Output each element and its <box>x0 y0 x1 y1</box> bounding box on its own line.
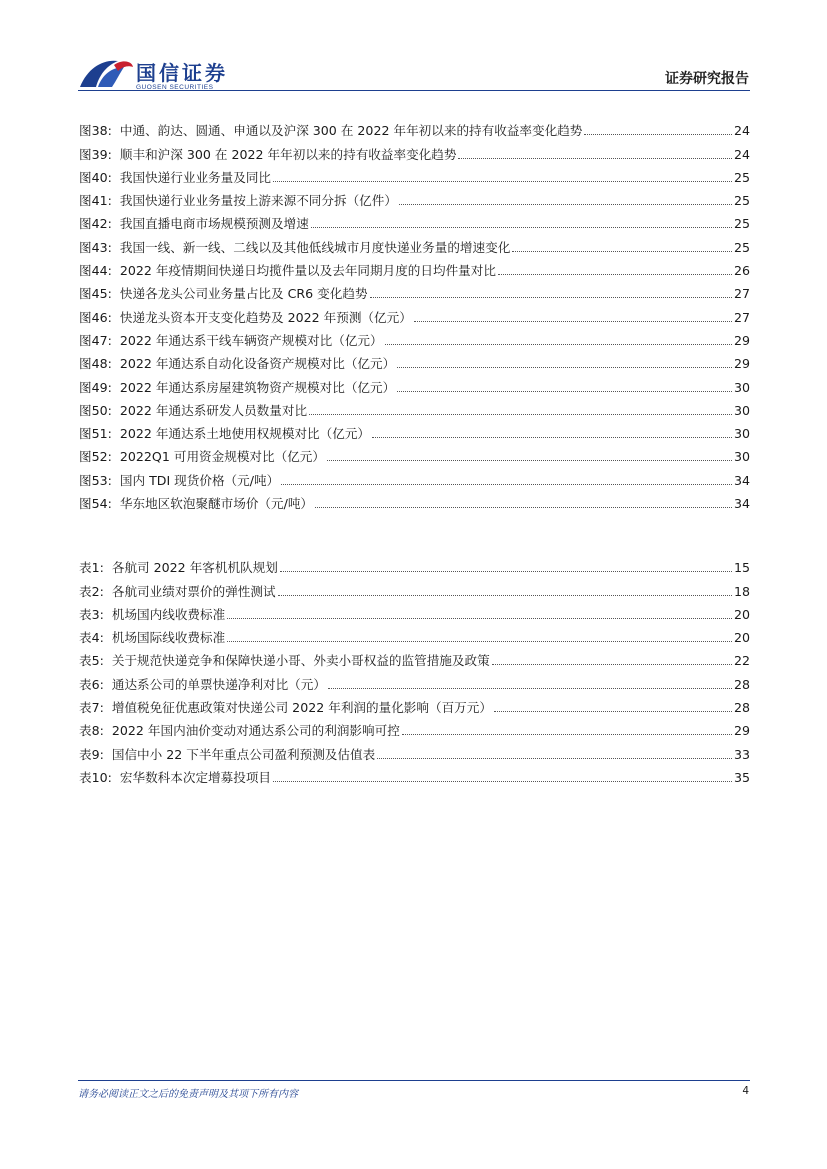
footer-disclaimer: 请务必阅读正文之后的免责声明及其项下所有内容 <box>78 1089 298 1100</box>
entry-title: 快递龙头资本开支变化趋势及 2022 年预测（亿元） <box>119 309 412 325</box>
dot-leader <box>278 595 732 596</box>
entry-page-number: 24 <box>733 146 750 162</box>
figure-index-entry[interactable] <box>79 116 750 139</box>
entry-label: 图44: <box>79 263 112 279</box>
entry-label: 图51: <box>79 426 112 442</box>
entry-page-number: 30 <box>733 402 750 418</box>
entry-page-number: 25 <box>733 216 750 232</box>
entry-page-number: 25 <box>733 169 750 185</box>
table-index-entry[interactable] <box>79 553 750 576</box>
entry-page-number: 27 <box>733 309 750 325</box>
entry-label: 图39: <box>79 146 112 162</box>
entry-label: 图54: <box>79 496 112 512</box>
dot-leader <box>281 484 732 485</box>
dot-leader <box>494 711 732 712</box>
entry-title: 我国快递行业业务量按上游来源不同分拆（亿件） <box>119 193 397 209</box>
table-index-entry[interactable] <box>79 623 750 646</box>
dot-leader <box>327 460 732 461</box>
logo-text-en: GUOSEN SECURITIES <box>136 84 214 91</box>
dot-leader <box>227 641 732 642</box>
entry-title: 机场国内线收费标准 <box>111 606 226 622</box>
figure-index-entry[interactable] <box>79 326 750 349</box>
entry-title: 我国一线、新一线、二线以及其他低线城市月度快递业务量的增速变化 <box>119 239 511 255</box>
entry-page-number: 18 <box>733 583 750 599</box>
entry-label: 图50: <box>79 402 112 418</box>
entry-title: 我国快递行业业务量及同比 <box>119 169 271 185</box>
entry-title: 2022 年通达系土地使用权规模对比（亿元） <box>119 426 371 442</box>
entry-page-number: 30 <box>733 449 750 465</box>
entry-page-number: 29 <box>733 723 750 739</box>
table-index-entry[interactable] <box>79 739 750 762</box>
entry-label: 图40: <box>79 169 112 185</box>
entry-title: 关于规范快递竞争和保障快递小哥、外卖小哥权益的监管措施及政策 <box>111 653 490 669</box>
figure-index-entry[interactable] <box>79 209 750 232</box>
dot-leader <box>512 251 732 252</box>
table-index-entry[interactable] <box>79 693 750 716</box>
entry-label: 图43: <box>79 239 112 255</box>
entry-page-number: 25 <box>733 193 750 209</box>
entry-title: 快递各龙头公司业务量占比及 CR6 变化趋势 <box>119 286 368 302</box>
entry-title: 华东地区软泡聚醚市场价（元/吨） <box>119 496 314 512</box>
figure-index-entry[interactable] <box>79 489 750 512</box>
entry-page-number: 15 <box>733 560 750 576</box>
entry-title: 宏华数科本次定增募投项目 <box>119 769 271 785</box>
logo-text-cn: 国信证券 <box>136 61 228 85</box>
entry-title: 2022Q1 可用资金规模对比（亿元） <box>119 449 325 465</box>
entry-label: 图38: <box>79 123 112 139</box>
dot-leader <box>370 297 732 298</box>
dot-leader <box>414 321 732 322</box>
entry-page-number: 34 <box>733 496 750 512</box>
figure-index-entry[interactable] <box>79 442 750 465</box>
entry-label: 表3: <box>79 606 104 622</box>
entry-title: 2022 年疫情期间快递日均揽件量以及去年同期月度的日均件量对比 <box>119 263 496 279</box>
dot-leader <box>273 781 732 782</box>
entry-page-number: 33 <box>733 746 750 762</box>
entry-page-number: 29 <box>733 332 750 348</box>
entry-label: 表10: <box>79 769 112 785</box>
entry-page-number: 34 <box>733 472 750 488</box>
footer-divider <box>78 1080 750 1081</box>
entry-title: 国内 TDI 现货价格（元/吨） <box>119 472 280 488</box>
entry-label: 表1: <box>79 560 104 576</box>
entry-label: 表8: <box>79 723 104 739</box>
entry-page-number: 27 <box>733 286 750 302</box>
table-index-entry[interactable] <box>79 576 750 599</box>
table-index-entry[interactable] <box>79 716 750 739</box>
page-header <box>0 0 827 100</box>
page-number: 4 <box>742 1085 749 1097</box>
entry-title: 2022 年通达系自动化设备资产规模对比（亿元） <box>119 356 396 372</box>
dot-leader <box>377 758 732 759</box>
entry-label: 图49: <box>79 379 112 395</box>
table-index-entry[interactable] <box>79 669 750 692</box>
entry-title: 2022 年通达系房屋建筑物资产规模对比（亿元） <box>119 379 396 395</box>
dot-leader <box>492 664 732 665</box>
entry-label: 表9: <box>79 746 104 762</box>
figure-index-entry[interactable] <box>79 139 750 162</box>
header-divider <box>78 90 750 91</box>
entry-label: 图41: <box>79 193 112 209</box>
figure-index-entry[interactable] <box>79 372 750 395</box>
entry-label: 图52: <box>79 449 112 465</box>
entry-title: 增值税免征优惠政策对快递公司 2022 年利润的量化影响（百万元） <box>111 700 492 716</box>
dot-leader <box>328 688 732 689</box>
entry-title: 通达系公司的单票快递净利对比（元） <box>111 676 326 692</box>
entry-page-number: 24 <box>733 123 750 139</box>
dot-leader <box>315 507 732 508</box>
figure-index-entry[interactable] <box>79 396 750 419</box>
entry-title: 2022 年通达系干线车辆资产规模对比（亿元） <box>119 332 383 348</box>
entry-page-number: 29 <box>733 356 750 372</box>
entry-page-number: 30 <box>733 426 750 442</box>
entry-label: 图45: <box>79 286 112 302</box>
figure-index-entry[interactable] <box>79 465 750 488</box>
entry-label: 表6: <box>79 676 104 692</box>
entry-title: 各航司业绩对票价的弹性测试 <box>111 583 276 599</box>
entry-page-number: 30 <box>733 379 750 395</box>
guosen-logo <box>78 55 268 95</box>
entry-page-number: 20 <box>733 630 750 646</box>
entry-label: 图48: <box>79 356 112 372</box>
dot-leader <box>397 391 732 392</box>
entry-title: 各航司 2022 年客机机队规划 <box>111 560 278 576</box>
dot-leader <box>399 204 732 205</box>
entry-title: 我国直播电商市场规模预测及增速 <box>119 216 309 232</box>
table-index-list <box>79 553 750 786</box>
entry-label: 表4: <box>79 630 104 646</box>
table-index-entry[interactable] <box>79 646 750 669</box>
figure-index-entry[interactable] <box>79 232 750 255</box>
table-index-entry[interactable] <box>79 600 750 623</box>
entry-page-number: 28 <box>733 700 750 716</box>
figure-index-entry[interactable] <box>79 302 750 325</box>
figure-index-entry[interactable] <box>79 256 750 279</box>
dot-leader <box>227 618 732 619</box>
entry-label: 图53: <box>79 472 112 488</box>
figure-index-list <box>79 116 750 512</box>
entry-page-number: 25 <box>733 239 750 255</box>
entry-title: 2022 年国内油价变动对通达系公司的利润影响可控 <box>111 723 400 739</box>
figure-index-entry[interactable] <box>79 163 750 186</box>
entry-title: 顺丰和沪深 300 在 2022 年年初以来的持有收益率变化趋势 <box>119 146 457 162</box>
entry-label: 表2: <box>79 583 104 599</box>
entry-label: 图42: <box>79 216 112 232</box>
dot-leader <box>273 181 732 182</box>
entry-title: 国信中小 22 下半年重点公司盈利预测及估值表 <box>111 746 376 762</box>
dot-leader <box>498 274 732 275</box>
entry-title: 中通、韵达、圆通、申通以及沪深 300 在 2022 年年初以来的持有收益率变化趋势 <box>119 123 583 139</box>
dot-leader <box>458 158 732 159</box>
dot-leader <box>309 414 732 415</box>
entry-label: 表5: <box>79 653 104 669</box>
figure-index-entry[interactable] <box>79 186 750 209</box>
figure-index-entry[interactable] <box>79 419 750 442</box>
entry-page-number: 28 <box>733 676 750 692</box>
entry-page-number: 26 <box>733 263 750 279</box>
entry-title: 2022 年通达系研发人员数量对比 <box>119 402 308 418</box>
entry-page-number: 35 <box>733 769 750 785</box>
dot-leader <box>584 134 732 135</box>
dot-leader <box>385 344 732 345</box>
figure-index-entry[interactable] <box>79 349 750 372</box>
dot-leader <box>311 227 732 228</box>
dot-leader <box>280 571 732 572</box>
entry-title: 机场国际线收费标准 <box>111 630 226 646</box>
entry-page-number: 22 <box>733 653 750 669</box>
guosen-logo-icon <box>78 57 134 91</box>
report-type-label: 证券研究报告 <box>665 71 749 87</box>
entry-label: 图46: <box>79 309 112 325</box>
entry-page-number: 20 <box>733 606 750 622</box>
dot-leader <box>397 367 732 368</box>
dot-leader <box>372 437 732 438</box>
entry-label: 表7: <box>79 700 104 716</box>
table-index-entry[interactable] <box>79 763 750 786</box>
dot-leader <box>402 734 732 735</box>
figure-index-entry[interactable] <box>79 279 750 302</box>
entry-label: 图47: <box>79 332 112 348</box>
